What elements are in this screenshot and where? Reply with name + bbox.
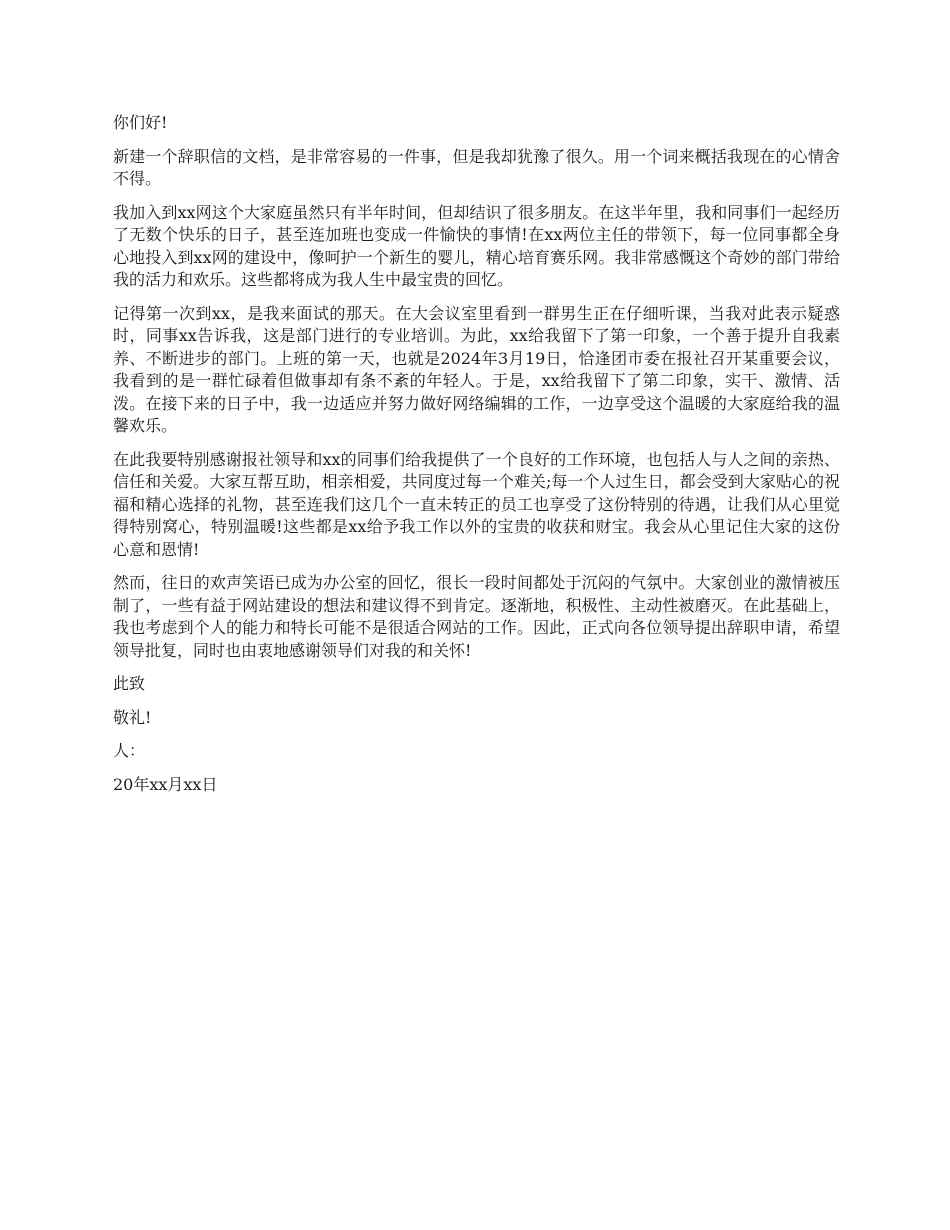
letter-greeting: 你们好! — [113, 113, 168, 132]
letter-paragraph-3: 记得第一次到xx，是我来面试的那天。在大会议室里看到一群男生正在仔细听课，当我对此表示疑惑时，同事xx告诉我，这是部门进行的专业培训。为此，xx给我留下了第一印象，一个善于提升自我素养、不断进步的部门。上班的第一天，也就是2024年3月19日，恰逢团市委在报社召开某重要会议，我看到的是一群忙碌着但做事却有条不紊的年轻人。于是，xx给我留下了第二印象，实干、激情、活泼。在接下来的日子中，我一边适应并努力做好网络编辑的工作，一边享受这个温暖的大家庭给我的温馨欢乐。 — [113, 303, 840, 435]
letter-paragraph-1: 新建一个辞职信的文档，是非常容易的一件事，但是我却犹豫了很久。用一个词来概括我现在的心情舍不得。 — [113, 146, 840, 188]
letter-paragraph-5: 然而，往日的欢声笑语已成为办公室的回忆，很长一段时间都处于沉闷的气氛中。大家创业的激情被压制了，一些有益于网站建设的想法和建议得不到肯定。逐渐地，积极性、主动性被磨灭。在此基础上，我也考虑到个人的能力和特长可能不是很适合网站的工作。因此，正式向各位领导提出辞职申请，希望领导批复，同时也由衷地感谢领导们对我的和关怀! — [113, 573, 840, 660]
letter-signature: 人： — [113, 741, 146, 760]
letter-closing-salutation: 此致 — [113, 674, 146, 693]
letter-paragraph-2: 我加入到xx网这个大家庭虽然只有半年时间，但却结识了很多朋友。在这半年里，我和同事们一起经历了无数个快乐的日子，甚至连加班也变成一件愉快的事情!在xx两位主任的带领下，每一位同事都全身心地投入到xx网的建设中，像呵护一个新生的婴儿，精心培育赛乐网。我非常感慨这个奇妙的部门带给我的活力和欢乐。这些都将成为我人生中最宝贵的回忆。 — [113, 202, 840, 289]
letter-body — [113, 112, 840, 807]
letter-closing-respect: 敬礼! — [113, 707, 152, 727]
letter-paragraph-4: 在此我要特别感谢报社领导和xx的同事们给我提供了一个良好的工作环境，也包括人与人之间的亲热、信任和关爱。大家互帮互助，相亲相爱，共同度过每一个难关;每一个人过生日，都会受到大家贴心的祝福和精心选择的礼物，甚至连我们这几个一直未转正的员工也享受了这份特别的待遇，让我们从心里觉得特别窝心，特别温暖!这些都是xx给予我工作以外的宝贵的收获和财宝。我会从心里记住大家的这份心意和恩情! — [113, 449, 840, 559]
letter-date: 20年xx月xx日 — [113, 774, 218, 794]
